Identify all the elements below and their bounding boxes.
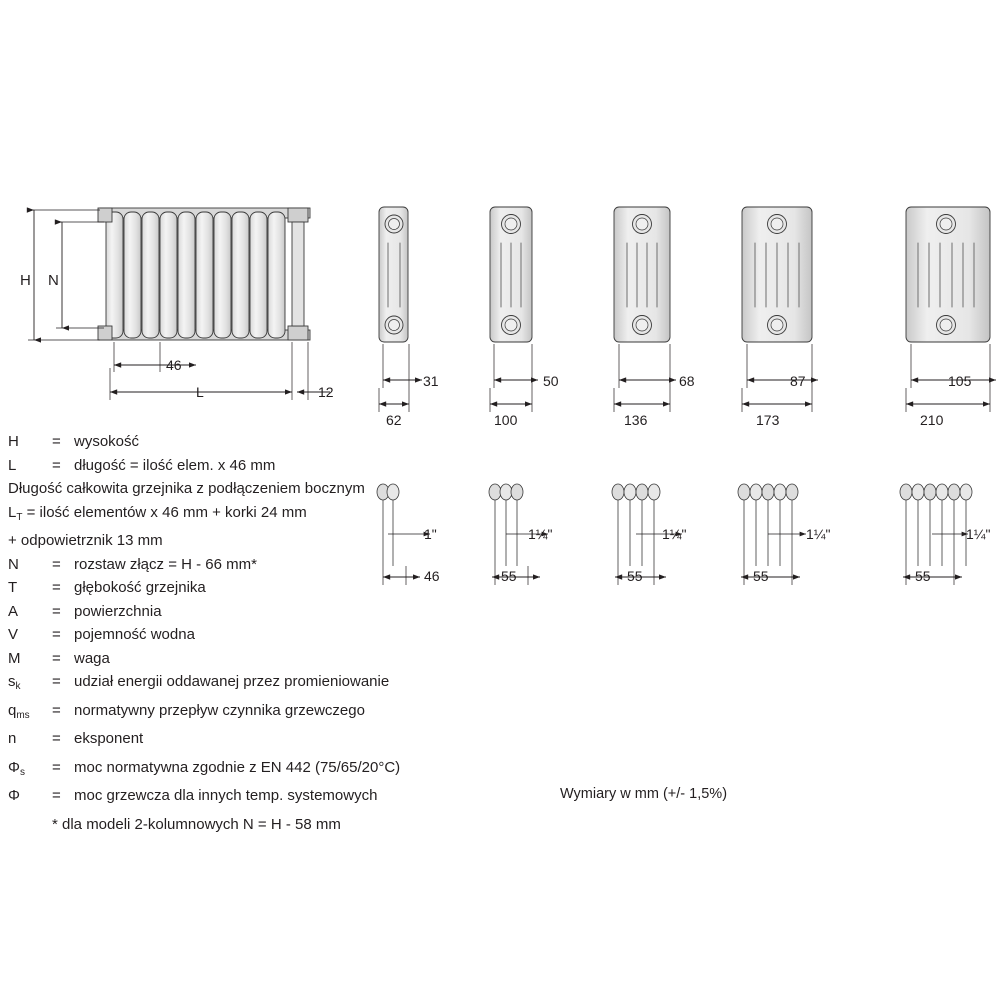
legend-text: eksponent — [74, 730, 144, 747]
legend-equals: = — [52, 730, 61, 747]
dim-inner-2: 50 — [543, 373, 559, 389]
legend-text: długość = ilość elem. x 46 mm — [74, 456, 276, 474]
legend-text: waga — [74, 649, 110, 667]
base-4: 55 — [753, 568, 769, 584]
dim-outer-1: 62 — [386, 412, 402, 428]
legend-symbol: T — [8, 579, 18, 596]
legend-row — [8, 576, 478, 600]
legend-text: głębokość grzejnika — [74, 579, 206, 596]
section-3-column — [490, 207, 538, 412]
thread-5: 1¼" — [966, 526, 991, 542]
dim-outer-3: 136 — [624, 412, 648, 428]
legend-row — [8, 623, 478, 647]
legend-symbol: M — [8, 649, 21, 667]
label-H: H — [20, 272, 31, 289]
legend-symbol: N — [8, 555, 19, 573]
legend-row — [8, 784, 478, 813]
legend-lt-subscript: T — [16, 511, 23, 523]
thread-3: 1¼" — [662, 526, 687, 542]
dim-outer-2: 100 — [494, 412, 518, 428]
legend-symbol — [8, 756, 52, 785]
dim-inner-4: 87 — [790, 373, 806, 389]
dim-inner-5: 105 — [948, 373, 972, 389]
label-N: N — [48, 272, 59, 289]
legend-row — [8, 454, 478, 478]
base-1: 46 — [424, 568, 440, 584]
legend-symbol-subscript: ms — [16, 709, 30, 721]
legend-equals: = — [52, 787, 61, 804]
legend-row — [8, 647, 478, 671]
dim-12: 12 — [318, 384, 334, 400]
legend-text: wysokość — [74, 433, 140, 450]
legend-footnote: * dla modeli 2-kolumnowych N = H - 58 mm — [52, 815, 341, 833]
top-view-6-column — [900, 484, 972, 585]
legend-symbol: V — [8, 626, 19, 643]
legend-symbol: A — [8, 602, 19, 620]
legend-equals: = — [52, 456, 61, 474]
legend-symbol — [8, 670, 52, 699]
dimension-unit-note: Wymiary w mm (+/- 1,5%) — [560, 786, 728, 802]
legend-symbol — [8, 699, 52, 728]
thread-4: 1¼" — [806, 526, 831, 542]
legend-vent-line: + odpowietrznik 13 mm — [8, 532, 163, 549]
legend-row — [8, 600, 478, 624]
legend-equals: = — [52, 758, 61, 776]
thread-1: 1" — [424, 526, 437, 542]
legend-row — [8, 670, 478, 699]
legend-row — [8, 756, 478, 785]
legend-text: rozstaw złącz = H - 66 mm* — [74, 555, 257, 573]
legend-equals: = — [52, 433, 61, 450]
legend-block — [8, 430, 478, 836]
base-3: 55 — [627, 568, 643, 584]
dim-inner-3: 68 — [679, 373, 695, 389]
legend-symbol-base: Φ — [8, 758, 20, 776]
legend-lt-line — [8, 501, 478, 530]
legend-total-length-note: Długość całkowita grzejnika z podłączeniem bocznym — [8, 480, 365, 497]
legend-text: moc grzewcza dla innych temp. systemowych — [74, 787, 378, 804]
legend-equals: = — [52, 701, 61, 719]
dim-inner-1: 31 — [423, 373, 439, 389]
legend-equals: = — [52, 579, 61, 596]
legend-equals: = — [52, 555, 61, 573]
legend-equals: = — [52, 673, 61, 690]
section-5-column — [742, 207, 818, 412]
legend-symbol — [8, 727, 52, 756]
legend-lt-text: = ilość elementów x 46 mm + korki 24 mm — [26, 503, 307, 521]
legend-row — [8, 430, 478, 454]
thread-2: 1¼" — [528, 526, 553, 542]
legend-symbol-subscript: k — [15, 681, 21, 692]
legend-symbol-base: s — [8, 673, 16, 690]
base-2: 55 — [501, 568, 517, 584]
legend-row — [8, 727, 478, 756]
legend-equals: = — [52, 626, 61, 643]
legend-lt-symbol: L — [8, 503, 17, 521]
legend-row — [8, 553, 478, 577]
legend-text: powierzchnia — [74, 602, 162, 620]
legend-equals: = — [52, 649, 61, 667]
legend-symbol: H — [8, 433, 19, 450]
legend-symbol-base: Φ — [8, 787, 20, 804]
legend-symbol-base: q — [8, 701, 17, 719]
legend-equals: = — [52, 602, 61, 620]
legend-symbol: L — [8, 456, 17, 474]
dim-outer-4: 173 — [756, 412, 780, 428]
legend-text: pojemność wodna — [74, 626, 195, 643]
legend-text: moc normatywna zgodnie z EN 442 (75/65/20°C) — [74, 758, 401, 776]
dim-L: L — [196, 384, 204, 400]
dim-outer-5: 210 — [920, 412, 944, 428]
section-2-column — [379, 207, 422, 412]
legend-symbol-subscript: s — [19, 766, 25, 778]
legend-row — [8, 699, 478, 728]
dim-46: 46 — [166, 357, 182, 373]
legend-text: normatywny przepływ czynnika grzewczego — [74, 701, 365, 719]
legend-symbol — [8, 784, 52, 813]
base-5: 55 — [915, 568, 931, 584]
section-4-column — [614, 207, 676, 412]
legend-symbol-base: n — [8, 730, 17, 747]
top-view-5-column — [738, 484, 806, 585]
legend-text: udział energii oddawanej przez promieniowanie — [74, 673, 390, 690]
